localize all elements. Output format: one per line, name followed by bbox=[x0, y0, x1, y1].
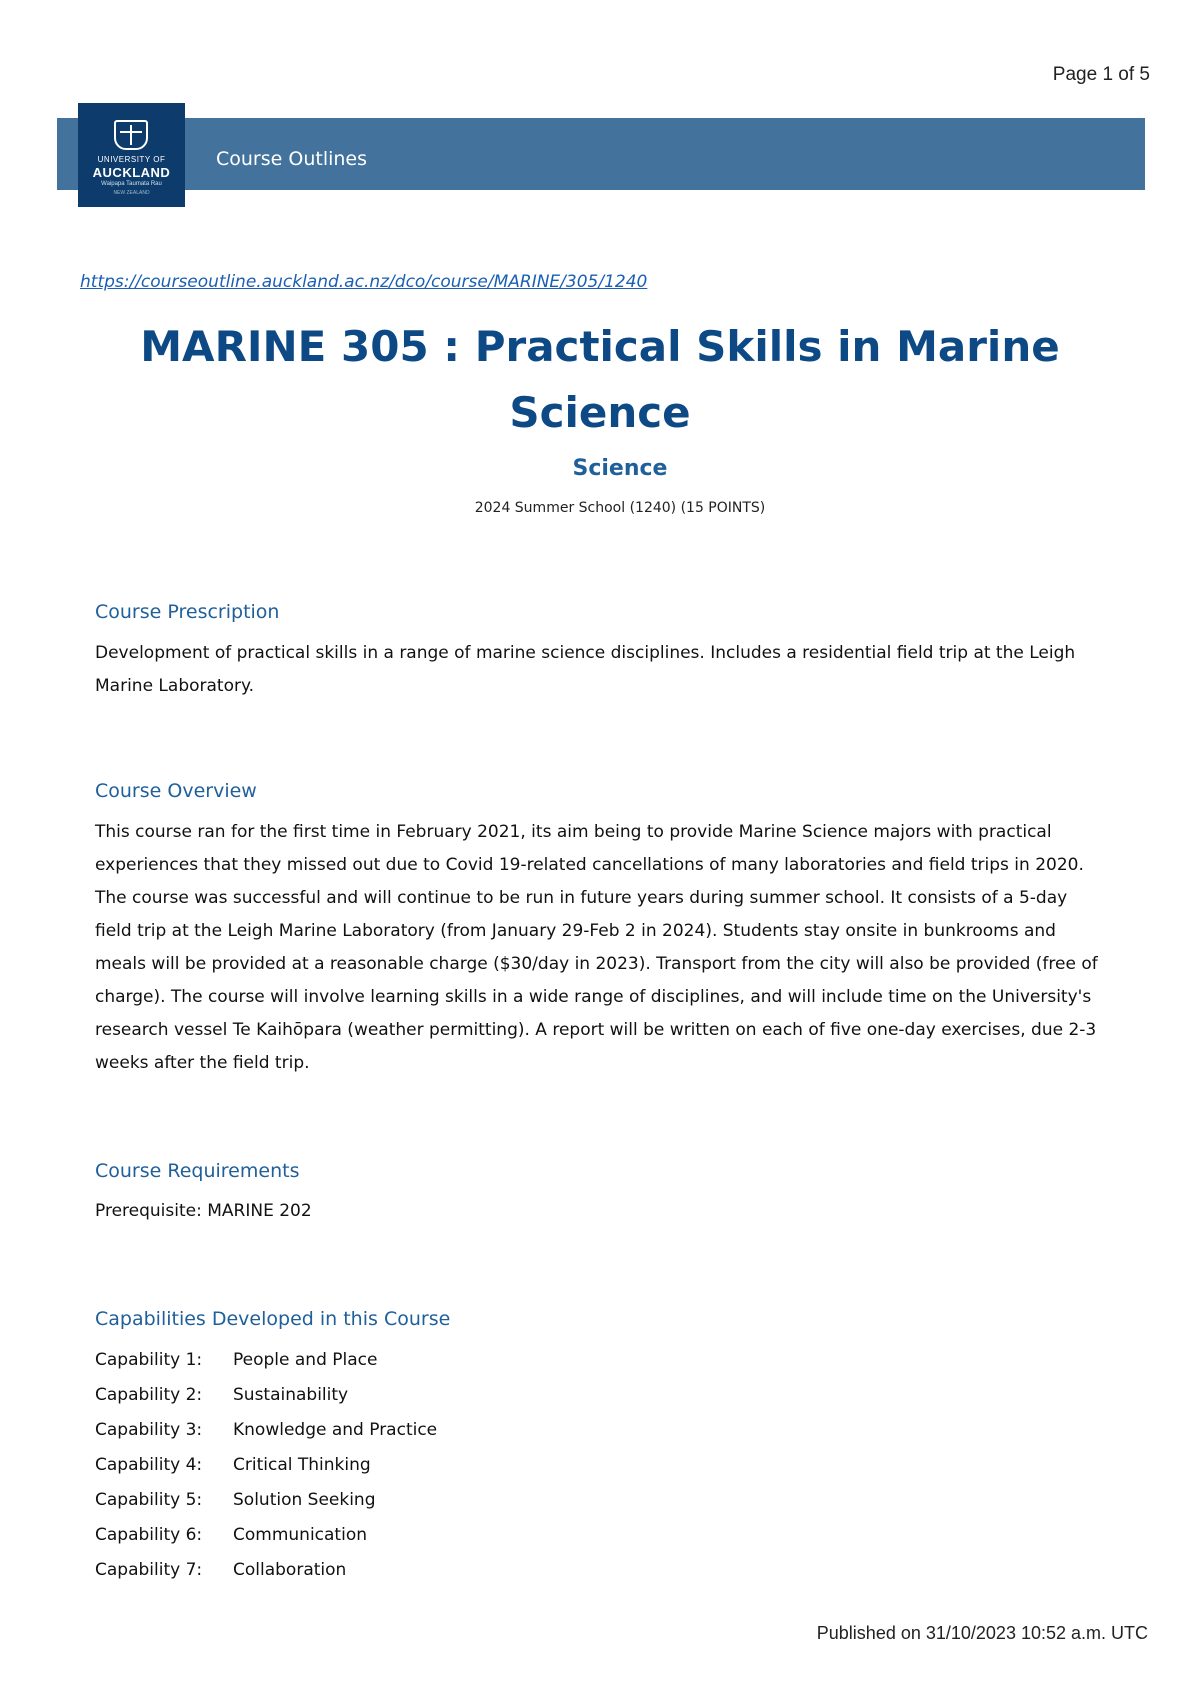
logo-text-university-of: UNIVERSITY OF bbox=[97, 155, 166, 164]
university-logo[interactable] bbox=[78, 103, 185, 207]
course-offering: 2024 Summer School (1240) (15 POINTS) bbox=[474, 500, 766, 516]
capability-name: People and Place bbox=[233, 1350, 378, 1370]
capability-name: Sustainability bbox=[233, 1385, 349, 1405]
capability-name: Critical Thinking bbox=[233, 1455, 371, 1475]
logo-text-country: NEW ZEALAND bbox=[113, 190, 150, 196]
capability-label: Capability 1: bbox=[95, 1350, 203, 1370]
capability-name: Collaboration bbox=[233, 1560, 347, 1580]
course-url-link[interactable]: https://courseoutline.auckland.ac.nz/dco/course/MARINE/305/1240 bbox=[80, 272, 648, 292]
capability-label: Capability 3: bbox=[95, 1420, 203, 1440]
crest-icon bbox=[114, 120, 148, 150]
banner-title[interactable]: Course Outlines bbox=[216, 148, 368, 170]
capability-label: Capability 5: bbox=[95, 1490, 203, 1510]
faculty-name: Science bbox=[572, 456, 668, 481]
capability-label: Capability 7: bbox=[95, 1560, 203, 1580]
capability-name: Communication bbox=[233, 1525, 367, 1545]
capability-label: Capability 2: bbox=[95, 1385, 203, 1405]
capabilities-heading: Capabilities Developed in this Course bbox=[95, 1308, 451, 1330]
published-date: Published on 31/10/2023 10:52 a.m. UTC bbox=[816, 1623, 1148, 1643]
capability-name: Solution Seeking bbox=[233, 1490, 376, 1510]
capability-label: Capability 4: bbox=[95, 1455, 203, 1475]
requirements-heading: Course Requirements bbox=[95, 1160, 300, 1182]
overview-text: This course ran for the first time in February 2021, its aim being to provide Marine Science majors with practical experiences that they missed out due to Covid 19-related cancellations of many laboratories and field trips in 2020. The course was successful and will continue to be run in future years during summer school. It consists of a 5-day field trip at the Leigh Marine Laboratory (from January 29-Feb 2 in 2024). Students stay onsite in bunkrooms and meals will be provided at a reasonable charge ($30/day in 2023). Transport from the city will also be provided (free of charge). The course will involve learning skills in a wide range of disciplines, and will include time on the University's research vessel Te Kaihōpara (weather permitting). A report will be written on each of five one-day exercises, due 2-3 weeks after the field trip. bbox=[95, 822, 1098, 1073]
logo-text-auckland: AUCKLAND bbox=[92, 165, 171, 180]
requirements-text: Prerequisite: MARINE 202 bbox=[95, 1201, 312, 1221]
capability-name: Knowledge and Practice bbox=[233, 1420, 438, 1440]
prescription-heading: Course Prescription bbox=[95, 601, 280, 623]
logo-text-maori-name: Waipapa Taumata Rau bbox=[101, 181, 162, 187]
page-number: Page 1 of 5 bbox=[1052, 64, 1150, 85]
prescription-text: Development of practical skills in a range of marine science disciplines. Includes a residential field trip at the Leigh Marine Laboratory. bbox=[95, 643, 1076, 696]
overview-heading: Course Overview bbox=[95, 780, 257, 802]
course-title: MARINE 305 : Practical Skills in Marine Science bbox=[140, 322, 1060, 437]
capability-label: Capability 6: bbox=[95, 1525, 203, 1545]
